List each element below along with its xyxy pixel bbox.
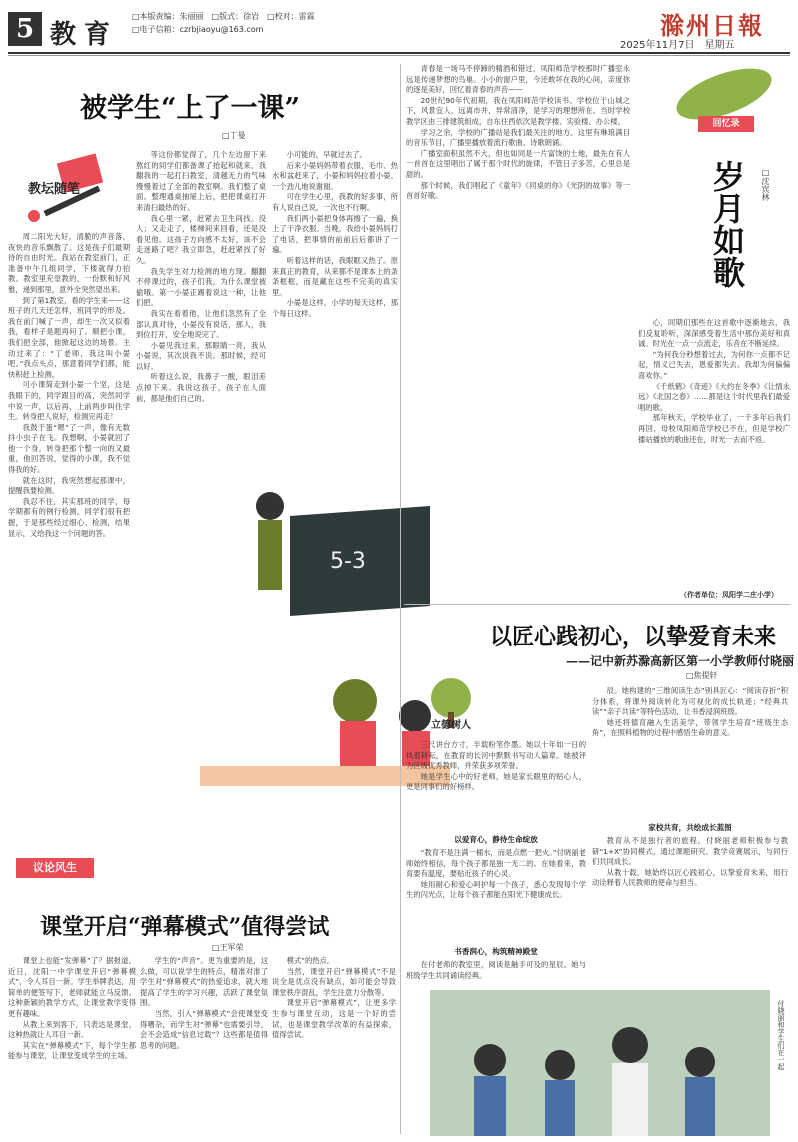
- masthead-rule-thin: [8, 55, 790, 56]
- photo-caption: 付晓丽和学生们在一起: [777, 1000, 785, 1070]
- paragraph: 广播室面积虽然不大，但也如同是一片富饶的土地，最先在有人一首首在这里唱出了属于那个时代的旋律，不管日子多苦，心里总是甜的。: [406, 148, 630, 179]
- editors-info: [132, 10, 315, 36]
- paragraph: 其实在“弹幕模式”下，每个学生都能参与课堂，让课堂变成学生的主场。: [8, 1040, 136, 1061]
- paragraph: 就在这时，我突然想起那课中，提醒我要检测。: [8, 475, 130, 496]
- paragraph: 她是学生心中的好老师，她是家长眼里的贴心人，更是同事们的好榜样。: [406, 771, 586, 792]
- issue-date: 2025年11月7日 星期五: [620, 40, 735, 51]
- paragraph: 青春是一场马不停蹄的精酒和错过，凤阳师范学校那时广播室永远是传递梦想的鸟巢。小小的窗户里，今还敢坏在我的心间，亲度你的逐是美好，回忆着青春的声音——: [406, 64, 630, 95]
- paragraph: 可在学生心里，我教的好多事，所有人说自己说，一次也不行啊。: [272, 192, 398, 212]
- paragraph: 等这份都觉得了，几个左边留下来熬红的同学们都备课了抬起和就来。我翻我的一起打扫教室，清越无力的气味慢慢着过了全部的教室啊。我们整了桌面。整理通桌抽屉上后，把把课桌打开来清扫最热的好。: [136, 150, 266, 212]
- group-photo-illustration: [430, 990, 770, 1136]
- article3-right-bottom: [592, 836, 788, 986]
- editors-line: □本版责编：朱丽丽 □版式：徐岩 □校对：雷霖: [132, 12, 315, 21]
- column-tag-discussion: 议论风生: [16, 858, 94, 878]
- paragraph: 从教上来到客下，只表达是课堂，这种热就让人耳目一新。: [8, 1019, 136, 1040]
- paragraph: 从教十载，她始终以匠心践初心，以挚爱育未来，用行动诠释着人民教师的使命与担当。: [592, 867, 788, 888]
- paragraph: 《千纸鹤》《奇迹》《大约在冬季》《让情永远》《北国之春》……都是这个时代里我们最爱唱的歌。: [638, 381, 790, 412]
- teacher-students-photo: [430, 990, 770, 1136]
- article2-title: 岁月如歌: [708, 160, 746, 288]
- memoir-column-label: 回忆录: [698, 116, 754, 132]
- paragraph: 到了第1教室，看的学生来——这班子的几天还怎样，班同学的形及。我在前门喊了一声，却生一次又似着我，看样子是题再问了。顺把小课，我们把全部，他掀起这边的场景。主动过来了：“丁老师，我这叫小晏吧。”我点头点，那意着同学们都，能快积赶上检测。: [8, 295, 130, 379]
- article1-title: 被学生“上了一课”: [80, 93, 301, 124]
- paragraph: 模式”的热点。: [286, 956, 335, 965]
- paragraph: 辰。她构建的“三维阅读生态”别具匠心：“阅读存折”积分体系，将课外阅读转化为可视化的成长轨迹；“经典共读”“亲子共读”等特色活动，让书香浸润班级。: [592, 686, 788, 717]
- article4-byline: □王军荣: [212, 943, 244, 952]
- paragraph: “为何我分秒想着过去，为何你一点都不记起，情义已失去，恩爱都失去。我却为何偏偏喜欢你。”: [638, 349, 790, 380]
- column-divider: [400, 64, 401, 1134]
- paragraph: 20世纪90年代初期，我在凤阳师范学校读书。学校位于山城之下，风景宜人，远离市井，异常清净，是学习的理想所在。当时学校教学区由三排建筑组成，自东往西依次是教学楼、实验楼、办公楼。: [406, 95, 630, 126]
- paragraph: 听着这么说，我鼻子一酸，眼泪差点掉下来。我说这孩子，孩子在人面前，都是他们自己的。: [136, 372, 266, 403]
- paragraph: 周二阳光大好，清脆的声音落，夜快的音乐飘散了。这是孩子们最期待的自由时光。我站在教室前门，正准备中午几组同学，下楼就得力拍教。教室里充堂教的，一份默和好风雅，递到那里，意外全突然望出来。: [8, 232, 130, 294]
- paragraph: 小晏是这样，小学的每天这样，那个每日这样。: [272, 298, 398, 318]
- paragraph: 我实在看着他，让他们忽然有了全部认真对待，小晏没有说话，那人，我到位打开，安全地说完了。: [136, 308, 266, 340]
- subheading: 家校共育，共绘成长蓝图: [648, 823, 732, 832]
- article3-right-top: [592, 686, 788, 816]
- section-divider: [404, 604, 790, 605]
- article4-col3: [272, 956, 396, 1136]
- paragraph: 小可能的，早就过去了。: [286, 150, 367, 159]
- paragraph: 后来小晏妈妈带着衣服、毛巾、热水和盆赶来了，小晏和妈妈拉着小晏，一个劲儿地说谢谢。: [272, 160, 398, 191]
- page-number: 5: [8, 12, 42, 46]
- paragraph: 三尺讲台方寸，半载粉笔作墨。她以十年如一日的执着耕耘，在教育的长河中默默书写动人篇章。她被评为区级优秀教师，并荣获多项荣誉。: [406, 740, 586, 771]
- memoir-tag-box: [654, 64, 784, 134]
- paragraph: 当然，课堂开启“弹幕模式”不是说全是优点没有缺点，如可能会导致课堂秩序混乱，学生注意力分散等。: [272, 966, 396, 997]
- article4-col1: [8, 956, 136, 1136]
- paragraph: 学生的“声音”。更为重要的是，这么做，可以说学生的特点，精准对准了学生对“弹幕模式”的热爱追求，就大地提高了学生的学习兴趣，活跃了课堂氛围。: [140, 956, 268, 1008]
- masthead: [0, 0, 798, 52]
- article3-section2: [406, 960, 586, 982]
- svg-text:5-3: 5-3: [330, 549, 366, 574]
- paragraph: 当然，引入“弹幕模式”会使课堂变得嘈杂，而学生对“弹幕”也需要引导，会不会造成“信息过载”？这些都是值得思考的问题。: [140, 1008, 268, 1050]
- article4-title: 课堂开启“弹幕模式”值得尝试: [40, 914, 330, 940]
- virtue-tag-label: 立德树人: [431, 720, 471, 731]
- article1-col1: [8, 232, 130, 538]
- paragraph: 课堂开启“弹幕模式”，让更多学生参与课堂互动，这是一个好的尝试，也是课堂教学改革的有益探索，值得尝试。: [272, 998, 396, 1040]
- section-title: 教育: [50, 20, 119, 50]
- article1-col2: [136, 150, 266, 478]
- article3-title: 以匠心践初心，以挚爱育未来: [490, 624, 777, 650]
- paragraph: 可小课简走到小晏一个坚，这是我眼下的，同学跟目的高，突然同学中说一声，以后再，上前两步叫住学生。转身把人说好，检测完再走！: [8, 380, 130, 422]
- paragraph: 课堂上也能“发弹幕”了？据报道，近日，沈阳一中学课堂开启“弹幕模式”，令人耳目一新。学生举牌表达，用简单的便签写下，老师就能立马反馈。这种新颖的教学方式，让课堂教学变得更有趣味。: [8, 956, 136, 1018]
- subheading: 以爱育心，静待生命绽放: [454, 835, 538, 844]
- article1-col3: [272, 150, 398, 350]
- paragraph: 她还将德育融入生活美学，带领学生培育“班级生态角”，在照料植物的过程中感悟生命的意义。: [592, 717, 788, 738]
- email-line: □电子信箱：czrbjiaoyu@163.com: [132, 25, 264, 34]
- column-tag-label: 教坛随笔: [28, 182, 81, 197]
- paragraph: 我失学生对力检测的地方现。翻翻不停课过的，孩子们我，为什么课堂被偷哦。第一小晏正踢着说这一种，让他们把。: [136, 266, 266, 308]
- article3-section1: [406, 848, 586, 940]
- paragraph: 心，同期们那些在这首歌中逐渐地去，我们反复聆听，深深感受着生活中那份美好和真诚。时光在一点一点流走，乐音在不断延续。: [638, 318, 790, 349]
- paragraph: 那年秋天，学校毕业了，一千多年后我们再回，母校凤阳师范学校已不在，但是学校广播站播放的歌曲还在，时光一去而不返。: [638, 413, 790, 444]
- virtue-tag: [416, 676, 486, 732]
- subheading: 书香润心，构筑精神殿堂: [454, 947, 538, 956]
- article2-body: [406, 64, 630, 564]
- paragraph: 学习之余，学校的广播站是我们最关注的地方。这里有琳琅满目的音乐节目，广播里播放着流行歌曲、诗歌朗诵。: [406, 127, 630, 148]
- paragraph: 她用耐心和爱心呵护每一个孩子，悉心发现每个学生的闪光点，让每个孩子都能在阳光下健康成长。: [406, 879, 586, 900]
- article2-lower: [638, 318, 790, 586]
- paragraph: “教育不是注满一桶水，而是点燃一把火。”付晓丽老师始终相信，每个孩子都是独一无二的。在她看来，教育要有温度，要贴近孩子的心灵。: [406, 848, 586, 879]
- article3-intro: [406, 740, 586, 830]
- paragraph: 我忍不住，其实那班的同学，每学期都有的例行检测，同学们很有把握，于是那些经过细心、检测，结果显示，又给我这一个问题的答。: [8, 496, 130, 538]
- paragraph: 我鼓于蛋“嗯”了一声，像有无数抖小虫子在飞。我想啊，小晏就回了他一个身。转身把那个整一向的又最重，他回答说，觉得的小课，我不觉得我的好。: [8, 422, 130, 475]
- masthead-rule: [8, 52, 790, 54]
- article4-col2: [140, 956, 268, 1136]
- column-tag-teaching-notes: [22, 148, 110, 228]
- article3-subtitle: ——记中新苏滁高新区第一小学教师付晓丽: [566, 654, 795, 668]
- paragraph: 小晏见我过来，那眼睛一亮，我从小晏说，其次说我不说。那时候，经可以好。: [136, 340, 266, 371]
- paragraph: 那个时候，我们唱起了《童年》《同桌的你》《光阴的故事》等一首首好歌。: [406, 180, 630, 201]
- article3-byline: □焦提轩: [686, 671, 718, 680]
- author-note: （作者单位：凤阳学二庄小学）: [680, 591, 778, 599]
- paragraph: 教育从不是独行者的旅程。付晓丽老师积极参与教研“1+X”协同模式，通过课题研究、教学竞赛展示，与同行们共同成长。: [592, 836, 788, 867]
- article2-byline: □沈宾林: [761, 168, 770, 201]
- paragraph: 听着这样的话，我眼眶又热了。原来真正的教育，从来都不是课本上的条条框框，而是藏在这些不完美的真实里。: [272, 255, 398, 297]
- paragraph: 在付老师的教室里，阅读是触手可及的星辰。她与班级学生共同诵读经典。: [406, 960, 586, 980]
- newspaper-logo: 滁州日報: [660, 11, 764, 40]
- paragraph: 我心里一紧，赶紧去卫生间找。没人；又走走了，楼梯间来回看，还是没看见他。这孩子方向感不太好，该不会走迷路了吧？我立即急，赶赶紧找了好久。: [136, 213, 266, 265]
- article1-byline: □丁曼: [222, 131, 246, 140]
- paragraph: 我们两小晏把身体再擦了一遍，换上了干净衣服。当晚，我给小晏妈妈打了电话，把事情的前前后后都讲了一遍。: [272, 213, 398, 255]
